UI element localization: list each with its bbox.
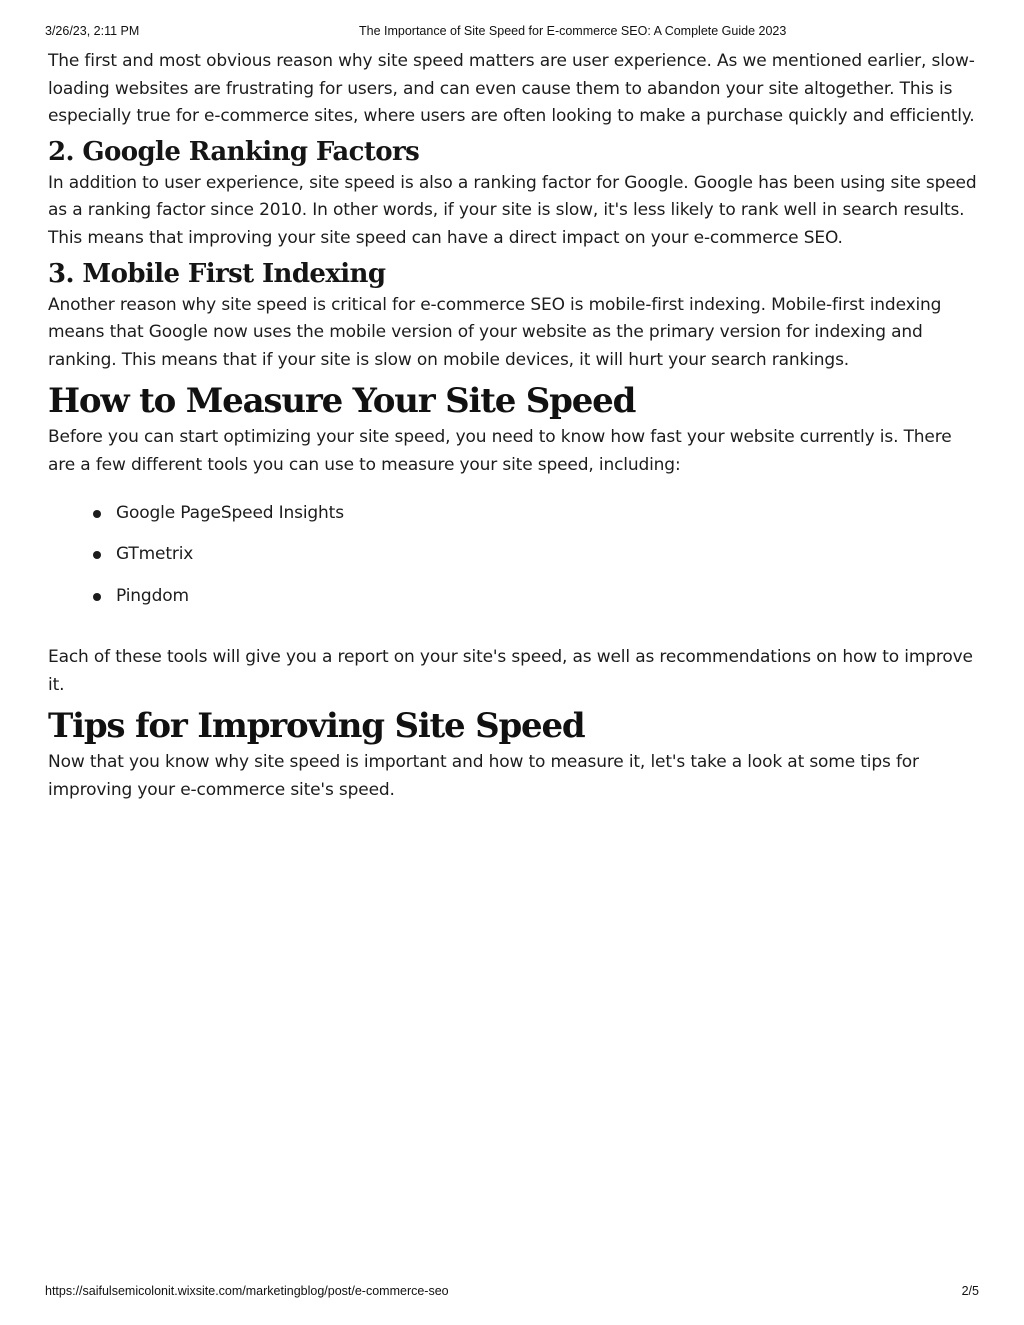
tool-name: Google PageSpeed Insights: [116, 502, 344, 523]
bullet-icon: [93, 551, 101, 559]
article-body: [48, 48, 978, 804]
tool-name: Pingdom: [116, 585, 189, 606]
list-item: [92, 541, 978, 583]
tools-list: [48, 500, 978, 625]
print-footer: [0, 1284, 1024, 1302]
tips-paragraph: Now that you know why site speed is important and how to measure it, let's take a look at some tips for improving your e-commerce site's speed.: [48, 752, 919, 800]
tool-name: GTmetrix: [116, 544, 194, 565]
list-item: [92, 583, 978, 625]
heading-measure-site-speed: How to Measure Your Site Speed: [48, 381, 636, 422]
ranking-paragraph: In addition to user experience, site speed is also a ranking factor for Google. Google has been using site speed as a ranking factor since 2010. In other words, if your site is slow, it's less likely to rank well in search results. This means that improving your site speed can have a direct impact on your e-commerce SEO.: [48, 172, 977, 248]
print-url: https://saifulsemicolonit.wixsite.com/marketingblog/post/e-commerce-seo: [45, 1284, 449, 1298]
measure-closing-paragraph: Each of these tools will give you a report on your site's speed, as well as recommendations on how to improve it.: [48, 647, 973, 695]
heading-mobile-first-indexing: 3. Mobile First Indexing: [48, 258, 386, 289]
measure-paragraph: Before you can start optimizing your site speed, you need to know how fast your website currently is. There are a few different tools you can use to measure your site speed, including:: [48, 427, 952, 475]
bullet-icon: [93, 593, 101, 601]
print-page-title: The Importance of Site Speed for E-commerce SEO: A Complete Guide 2023: [359, 24, 787, 38]
bullet-icon: [93, 510, 101, 518]
heading-tips-improving-site-speed: Tips for Improving Site Speed: [48, 706, 585, 747]
heading-google-ranking-factors: 2. Google Ranking Factors: [48, 136, 420, 167]
print-page-number: 2/5: [961, 1284, 979, 1298]
print-header: [0, 24, 1024, 42]
print-datetime: 3/26/23, 2:11 PM: [45, 24, 140, 38]
intro-paragraph: The first and most obvious reason why site speed matters are user experience. As we mentioned earlier, slow-loading websites are frustrating for users, and can even cause them to abandon your site altogether. This is especially true for e-commerce sites, where users are often looking to make a purchase quickly and efficiently.: [48, 51, 975, 127]
mobile-paragraph: Another reason why site speed is critical for e-commerce SEO is mobile-first indexing. Mobile-first indexing means that Google now uses the mobile version of your website as the primary version for indexing and ranking. This means that if your site is slow on mobile devices, it will hurt your search rankings.: [48, 294, 942, 370]
list-item: [92, 500, 978, 542]
